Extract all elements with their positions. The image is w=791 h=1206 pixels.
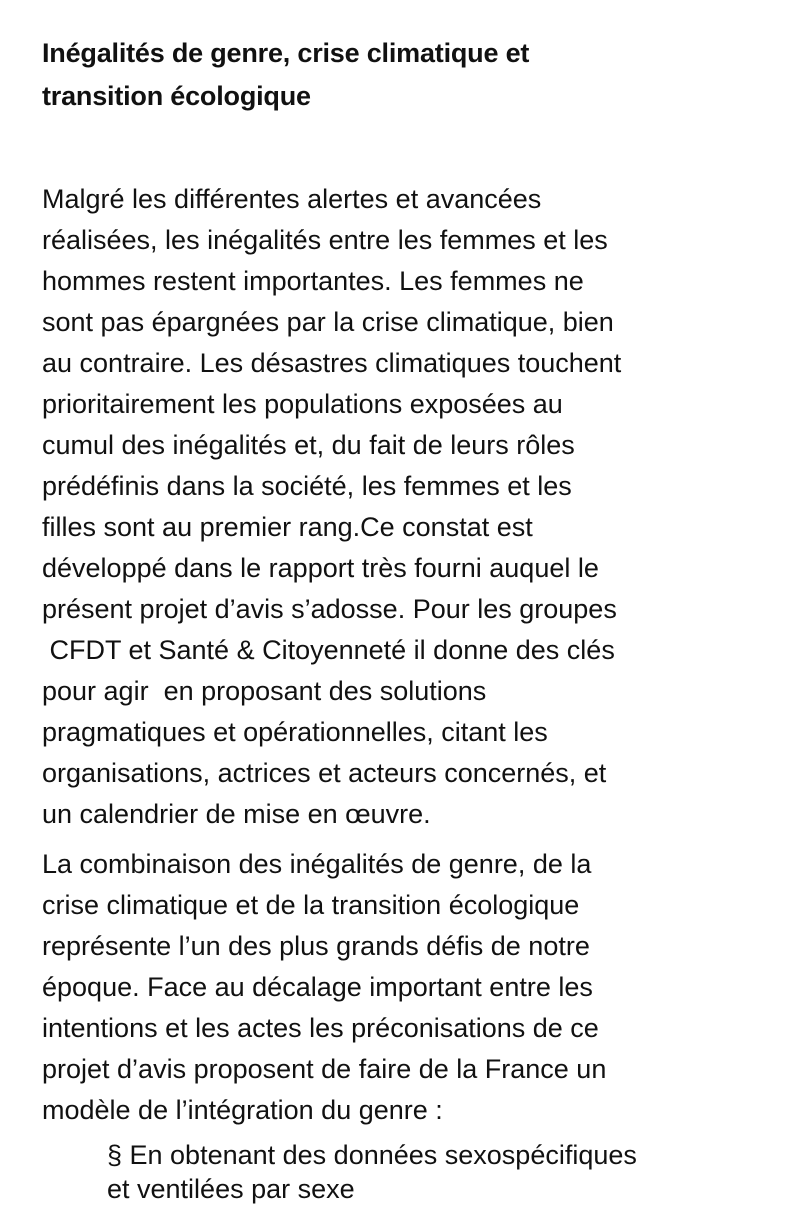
text-line: projet d’avis proposent de faire de la France un bbox=[42, 1054, 607, 1084]
text-line: réalisées, les inégalités entre les femmes et les bbox=[42, 225, 608, 255]
document-title bbox=[42, 32, 762, 118]
bullet-item bbox=[42, 1138, 762, 1206]
text-line: représente l’un des plus grands défis de notre bbox=[42, 931, 590, 961]
text-line: Malgré les différentes alertes et avancées bbox=[42, 184, 542, 214]
text-line: cumul des inégalités et, du fait de leurs rôles bbox=[42, 430, 575, 460]
text-line: pragmatiques et opérationnelles, citant les bbox=[42, 717, 548, 747]
text-line: époque. Face au décalage important entre les bbox=[42, 972, 593, 1002]
text-line: La combinaison des inégalités de genre, de la bbox=[42, 849, 592, 879]
text-line: CFDT et Santé & Citoyenneté il donne des clés bbox=[42, 635, 615, 665]
text-line: filles sont au premier rang.Ce constat est bbox=[42, 512, 533, 542]
document-body bbox=[42, 32, 762, 1206]
text-line: développé dans le rapport très fourni auquel le bbox=[42, 553, 599, 583]
text-line: et ventilées par sexe bbox=[107, 1174, 355, 1204]
text-line: prédéfinis dans la société, les femmes et les bbox=[42, 471, 572, 501]
text-line: au contraire. Les désastres climatiques touchent bbox=[42, 348, 622, 378]
text-line: crise climatique et de la transition écologique bbox=[42, 890, 580, 920]
paragraph-combination bbox=[42, 844, 762, 1131]
text-line: modèle de l’intégration du genre : bbox=[42, 1095, 443, 1125]
text-line: § En obtenant des données sexospécifiques bbox=[107, 1140, 637, 1170]
text-line: organisations, actrices et acteurs concernés, et bbox=[42, 758, 607, 788]
text-line: prioritairement les populations exposées au bbox=[42, 389, 563, 419]
text-line: présent projet d’avis s’adosse. Pour les groupes bbox=[42, 594, 617, 624]
title-line: transition écologique bbox=[42, 81, 311, 111]
text-line: intentions et les actes les préconisations de ce bbox=[42, 1013, 599, 1043]
text-line: un calendrier de mise en œuvre. bbox=[42, 799, 431, 829]
text-line: pour agir en proposant des solutions bbox=[42, 676, 487, 706]
paragraph-intro bbox=[42, 179, 762, 835]
title-line: Inégalités de genre, crise climatique et bbox=[42, 38, 530, 68]
text-line: hommes restent importantes. Les femmes ne bbox=[42, 266, 584, 296]
text-line: sont pas épargnées par la crise climatique, bien bbox=[42, 307, 614, 337]
